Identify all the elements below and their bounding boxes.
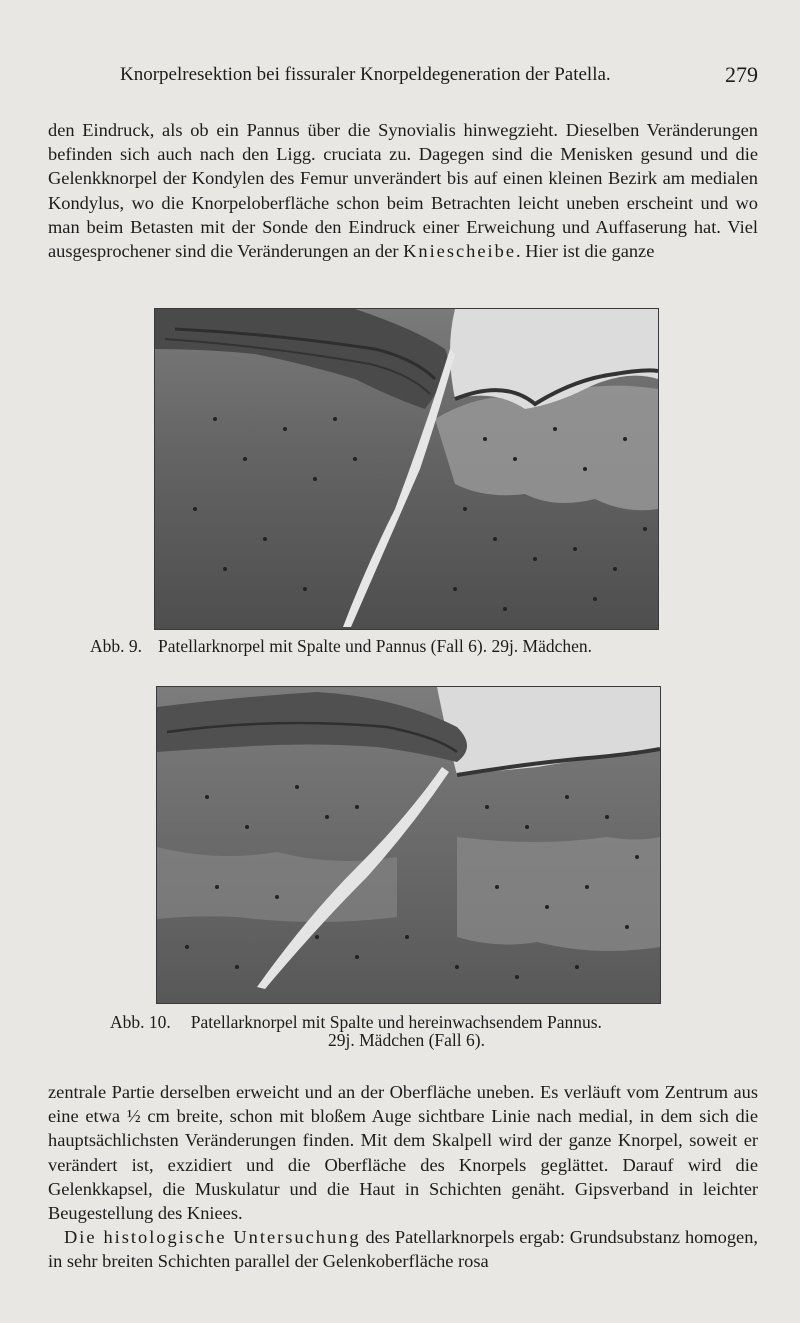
emphasized-word-kniescheibe: Kniescheibe	[403, 241, 516, 262]
figure-9-label: Abb. 9.	[90, 636, 143, 656]
figure-9-image	[155, 309, 658, 629]
figure-10-description-line1: Patellarknorpel mit Spalte und hereinwachsendem Pannus.	[190, 1012, 602, 1032]
figure-9-caption	[90, 636, 592, 657]
running-title: Knorpelresektion bei fissuraler Knorpeldegeneration der Patella.	[120, 64, 611, 85]
paragraph-continuation-text: zentrale Partie derselben erweicht und an der Oberfläche uneben. Es verläuft vom Zentrum aus eine etwa ½ cm breite, schon mit bloßem Auge sichtbare Linie nach medial, in dem sich die hauptsächlichsten Veränderungen finden. Mit dem Skalpell wird der ganze Knorpel, soweit er verändert ist, exzidiert und die Oberfläche des Knorpels geglättet. Darauf wird die Gelenkkapsel, die Muskulatur und die Haut in Schichten genäht. Gipsverband in leichter Beugestellung des Kniees.	[48, 1082, 758, 1224]
figure-9-description: Patellarknorpel mit Spalte und Pannus (Fall 6). 29j. Mädchen.	[158, 636, 593, 656]
figure-10-label: Abb. 10.	[110, 1012, 171, 1032]
paragraph-intro-text: den Eindruck, als ob ein Pannus über die Synovialis hinwegzieht. Dieselben Veränderungen befinden sich auch nach den Ligg. cruciata zu. Dagegen sind die Menisken gesund und die Gelenkknorpel der Kondylen des Femur unverändert bis auf einen kleinen Bezirk am medialen Kondylus, wo die Knorpeloberfläche schon beim Betrachten leicht uneben erscheint und wo man beim Betasten mit der Sonde den Eindruck einer Erweichung und Auffaserung hat. Viel ausgesprochener sind die Veränderungen an der	[48, 120, 758, 262]
figure-10-image	[157, 687, 660, 1003]
page-number: 279	[725, 62, 758, 87]
paragraph-continuation	[48, 1080, 758, 1274]
figure-9-micrograph	[154, 308, 659, 630]
emphasized-phrase-histologische-untersuchung: Die histologische Untersuchung	[64, 1227, 361, 1248]
figure-10-description-line2: 29j. Mädchen (Fall 6).	[328, 1030, 485, 1050]
figure-10-caption-line2	[328, 1030, 485, 1051]
page-header	[120, 64, 760, 94]
paragraph-intro	[48, 118, 758, 263]
paragraph-intro-tail: . Hier ist die ganze	[516, 241, 655, 262]
figure-10-micrograph	[156, 686, 661, 1004]
paragraph-histology-text: des Patellarknorpels ergab: Grundsubstanz homogen, in sehr breiten Schichten parallel der Gelenkoberfläche rosa	[48, 1227, 758, 1272]
